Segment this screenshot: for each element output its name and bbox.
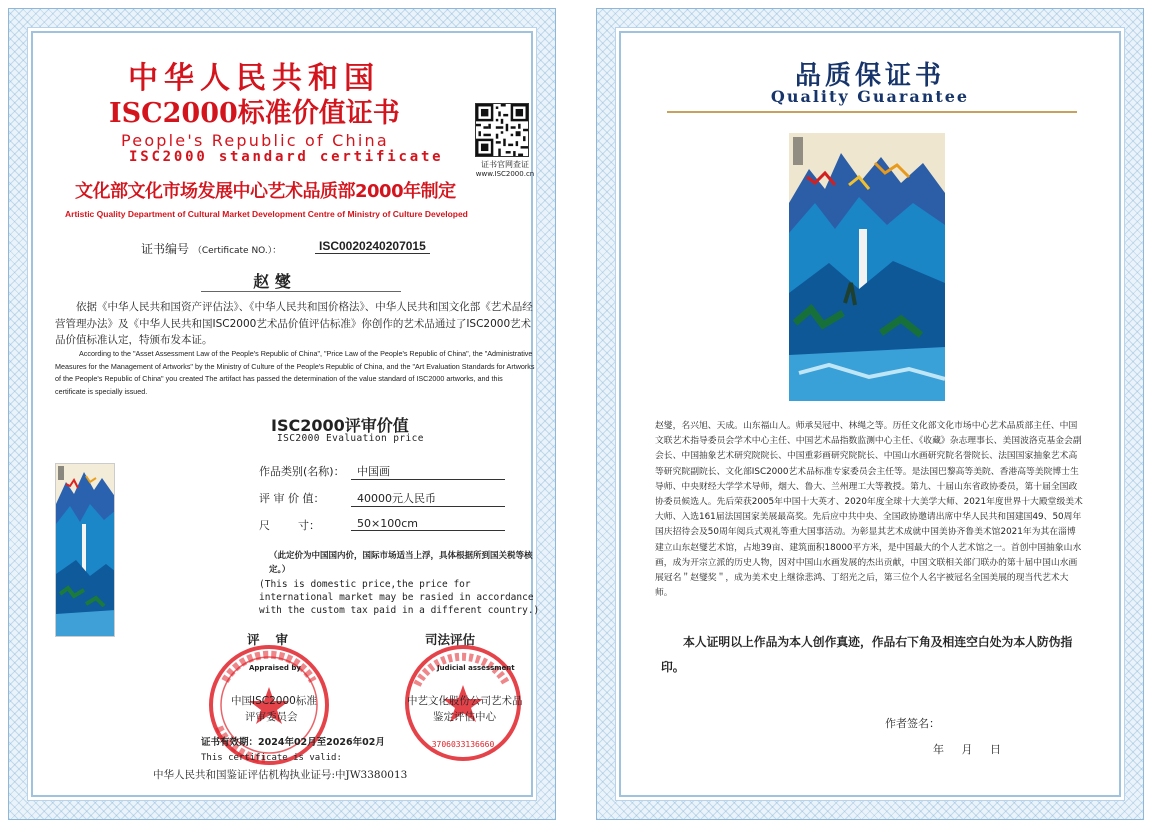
title-divider <box>667 111 1077 113</box>
authenticity-declaration: 本人证明以上作品为本人创作真迹，作品右下角及相连空白处为本人防伪指印。 <box>661 635 1073 674</box>
artwork-thumbnail <box>55 463 115 637</box>
certificate-right-page <box>596 8 1144 820</box>
seal-number: 3706033136660 <box>431 740 495 749</box>
license-number: 中华人民共和国鉴证评估机构执业证号:中JW3380013 <box>153 769 408 781</box>
field-category-value: 中国画 <box>351 463 505 480</box>
field-category-label: 作品类别(名称)： <box>259 465 345 478</box>
title-cn: 中华人民共和国 <box>128 61 380 96</box>
field-size-value: 50×100cm <box>351 517 505 531</box>
artist-biography: 赵燮，名兴旭、天成。山东福山人。师承吴冠中、林绳之等。历任文化部文化市场中心艺术品质部主任、中国文联艺术指导委员会学术中心主任、中国艺术品指数监测中心主任、《收藏》杂志理事长、美国波洛克基金会副会长、中国抽象艺术研究院院长、中国重彩画研究院院长、中国山水画研究院名誉院长、法国国家抽象艺术高等研究院副院长、文化部ISC2000艺术品标准专家委员会主任等。是法国巴黎高等美院、香港高等美院博士生导师、中央财经大学学术导师，烟大、鲁大、兰州理工大等教授。第九、十届山东省政协委员，第十届全国政协委员候选人。先后荣获2005年中国十大英才、2020年度全球十大美学大师、2021年度世界十大殿堂级美术大师、入选161届法国国家美展最高奖。先后应中共中央、全国政协邀请出席中华人民共和国建国49、50周年国庆招待会及50周年阅兵式观礼等重大国事活动。为彰显其艺术成就中国美协齐鲁美术馆2021年为其在淄博建立山东赵燮艺术馆，占地39亩、建筑面积18000平方米，是中国最大的个人艺术馆之一。首创中国抽象山水画，成为开宗立派的历史人物，因对中国山水画发展的杰出贡献，中国文联相关部门联办的第十届中国山水画展冠名＂赵燮奖＂，成为美术史上继徐悲鸿、丁绍光之后，第三位个人名字被冠名全国美展的现当代艺术大师。 <box>655 421 1083 599</box>
artwork-image <box>789 133 945 401</box>
author-signature-label: 作者签名： <box>885 717 940 730</box>
certificate-number-label <box>141 240 281 257</box>
field-size-label: 尺 寸： <box>259 519 320 532</box>
field-price-label: 评 审 价 值： <box>259 492 325 505</box>
qr-caption: 证书官网查证 <box>481 160 529 169</box>
evaluation-subtitle: ISC2000 Evaluation price <box>277 433 424 444</box>
evaluation-title: ISC2000评审价值 <box>271 416 409 435</box>
validity-period: 证书有效期：2024年02月至2026年02月 <box>201 737 385 748</box>
holder-underline <box>201 291 401 292</box>
certificate-left-body <box>31 31 540 797</box>
date-label: 年 月 日 <box>933 743 1001 756</box>
price-note-en: (This is domestic price,the price for international market may be rasied in accordance with the custom tax paid in a different country.) <box>259 579 540 616</box>
qr-website: www.ISC2000.cn <box>475 170 535 178</box>
statement-en: According to the "Asset Assessment Law of the People's Republic of China", "Price Law of the People's Republic of China", the "Administrative Measures for the Management of Artworks" by the Ministry of Culture of the People's Republic of China, and the "Art Evaluation Standards for Artworks of the People's Republic of China" you created The artifact has passed the determination of the value standard of ISC2000 artworks, and this certificate is specially issued. <box>55 349 535 396</box>
certificate-number-label-cn: 证书编号 <box>141 242 190 256</box>
judicial-org-line1: 中艺文化股份公司艺术品 <box>407 695 523 707</box>
field-price <box>259 490 436 506</box>
field-category <box>259 463 390 479</box>
review-org-line2: 评审委员会 <box>245 711 298 723</box>
judicial-org-line2: 鉴定评估中心 <box>433 711 496 723</box>
field-price-value: 40000元人民币 <box>351 490 505 507</box>
judicial-label: 司法评估 <box>425 632 476 647</box>
validity-en: This certificate is valid: <box>201 753 342 763</box>
judicial-assessment-label: Judicial assessment <box>437 664 515 672</box>
review-label: 评审 <box>247 632 305 647</box>
appraised-by-label: Appraised by <box>249 664 301 672</box>
review-org-line1: 中国ISC2000标准 <box>231 695 317 707</box>
issuer-en: Artistic Quality Department of Cultural Market Development Centre of Ministry of Culture Developed <box>65 209 468 219</box>
title-en-2: ISC2000 standard certificate <box>129 149 444 165</box>
statement-cn: 依据《中华人民共和国资产评估法》、《中华人民共和国价格法》、中华人民共和国文化部《艺术品经营管理办法》及《中华人民共和国ISC2000艺术品价值评估标准》你创作的艺术品通过了ISC2000艺术品价值标准认定，特颁布发本证。 <box>55 301 533 346</box>
title-en-1: People's Republic of China <box>121 131 389 150</box>
quality-title-cn: 品质保证书 <box>794 61 945 91</box>
holder-name: 赵 燮 <box>253 272 291 291</box>
certificate-number-label-en: （Certificate NO.）： <box>192 246 282 256</box>
issuer-cn: 文化部文化市场发展中心艺术品质部2000年制定 <box>75 181 456 202</box>
certificate-number: ISC0020240207015 <box>315 239 430 254</box>
price-note-cn: （此定价为中国国内价，国际市场适当上浮，具体根据所到国关税等核定。） <box>269 551 533 575</box>
qr-code-icon[interactable] <box>475 103 529 157</box>
quality-title-en: Quality Guarantee <box>770 87 970 106</box>
title-isc-cn: ISC2000标准价值证书 <box>109 98 400 129</box>
certificate-left-page <box>8 8 556 820</box>
field-size <box>259 517 418 533</box>
certificate-right-body <box>619 31 1121 797</box>
